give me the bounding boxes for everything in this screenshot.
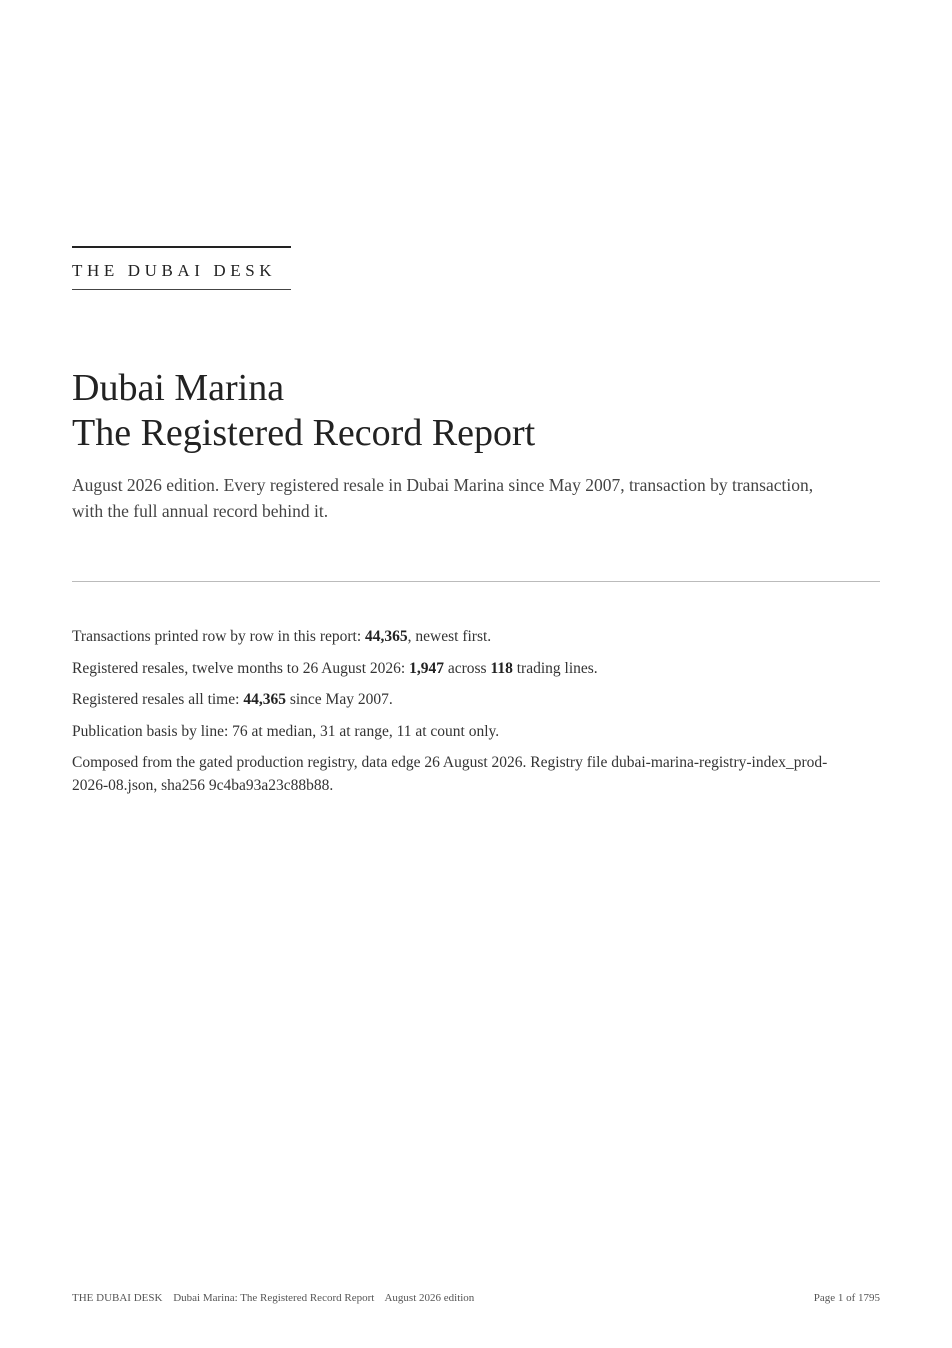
fact-suffix: , newest first. bbox=[407, 628, 492, 645]
report-title bbox=[72, 366, 535, 456]
fact-label: Registered resales all time: bbox=[72, 691, 244, 708]
footer-left bbox=[72, 1292, 482, 1304]
fact-label: Transactions printed row by row in this report: bbox=[72, 628, 366, 645]
page-number: Page 1 of 1795 bbox=[813, 1292, 880, 1304]
footer-edition: August 2026 edition bbox=[384, 1292, 475, 1304]
fact-value: 44,365 bbox=[243, 691, 286, 708]
fact-all-time bbox=[72, 688, 842, 711]
title-line-1: Dubai Marina bbox=[72, 367, 285, 409]
masthead bbox=[72, 246, 291, 290]
fact-connector: across bbox=[443, 659, 491, 677]
fact-publication-basis: Publication basis by line: 76 at median, 31 at range, 11 at count only. bbox=[72, 722, 500, 740]
fact-twelve-months bbox=[72, 657, 842, 680]
report-subtitle: August 2026 edition. Every registered resale in Dubai Marina since May 2007, transaction by transaction, with the full annual record behind it. bbox=[72, 475, 814, 521]
masthead-title: THE DUBAI DESK bbox=[72, 261, 277, 280]
fact-trading-lines: 118 bbox=[490, 659, 513, 677]
fact-suffix: since May 2007. bbox=[285, 691, 393, 708]
fact-provenance: Composed from the gated production registry, data edge 26 August 2026. Registry file dubai-marina-registry-index_prod-2026-08.json, sha256 9c4ba93a23c88b88. bbox=[72, 754, 828, 794]
footer-brand: THE DUBAI DESK bbox=[72, 1292, 163, 1304]
fact-value: 44,365 bbox=[365, 628, 408, 645]
fact-suffix: trading lines. bbox=[512, 659, 598, 677]
fact-label: Registered resales, twelve months to 26 August 2026: bbox=[72, 659, 410, 677]
divider bbox=[72, 581, 880, 582]
fact-transactions-printed bbox=[72, 625, 842, 648]
title-line-2: The Registered Record Report bbox=[72, 412, 536, 454]
footer-report-name: Dubai Marina: The Registered Record Report bbox=[173, 1292, 375, 1304]
key-facts bbox=[72, 625, 842, 806]
fact-value: 1,947 bbox=[409, 659, 444, 677]
